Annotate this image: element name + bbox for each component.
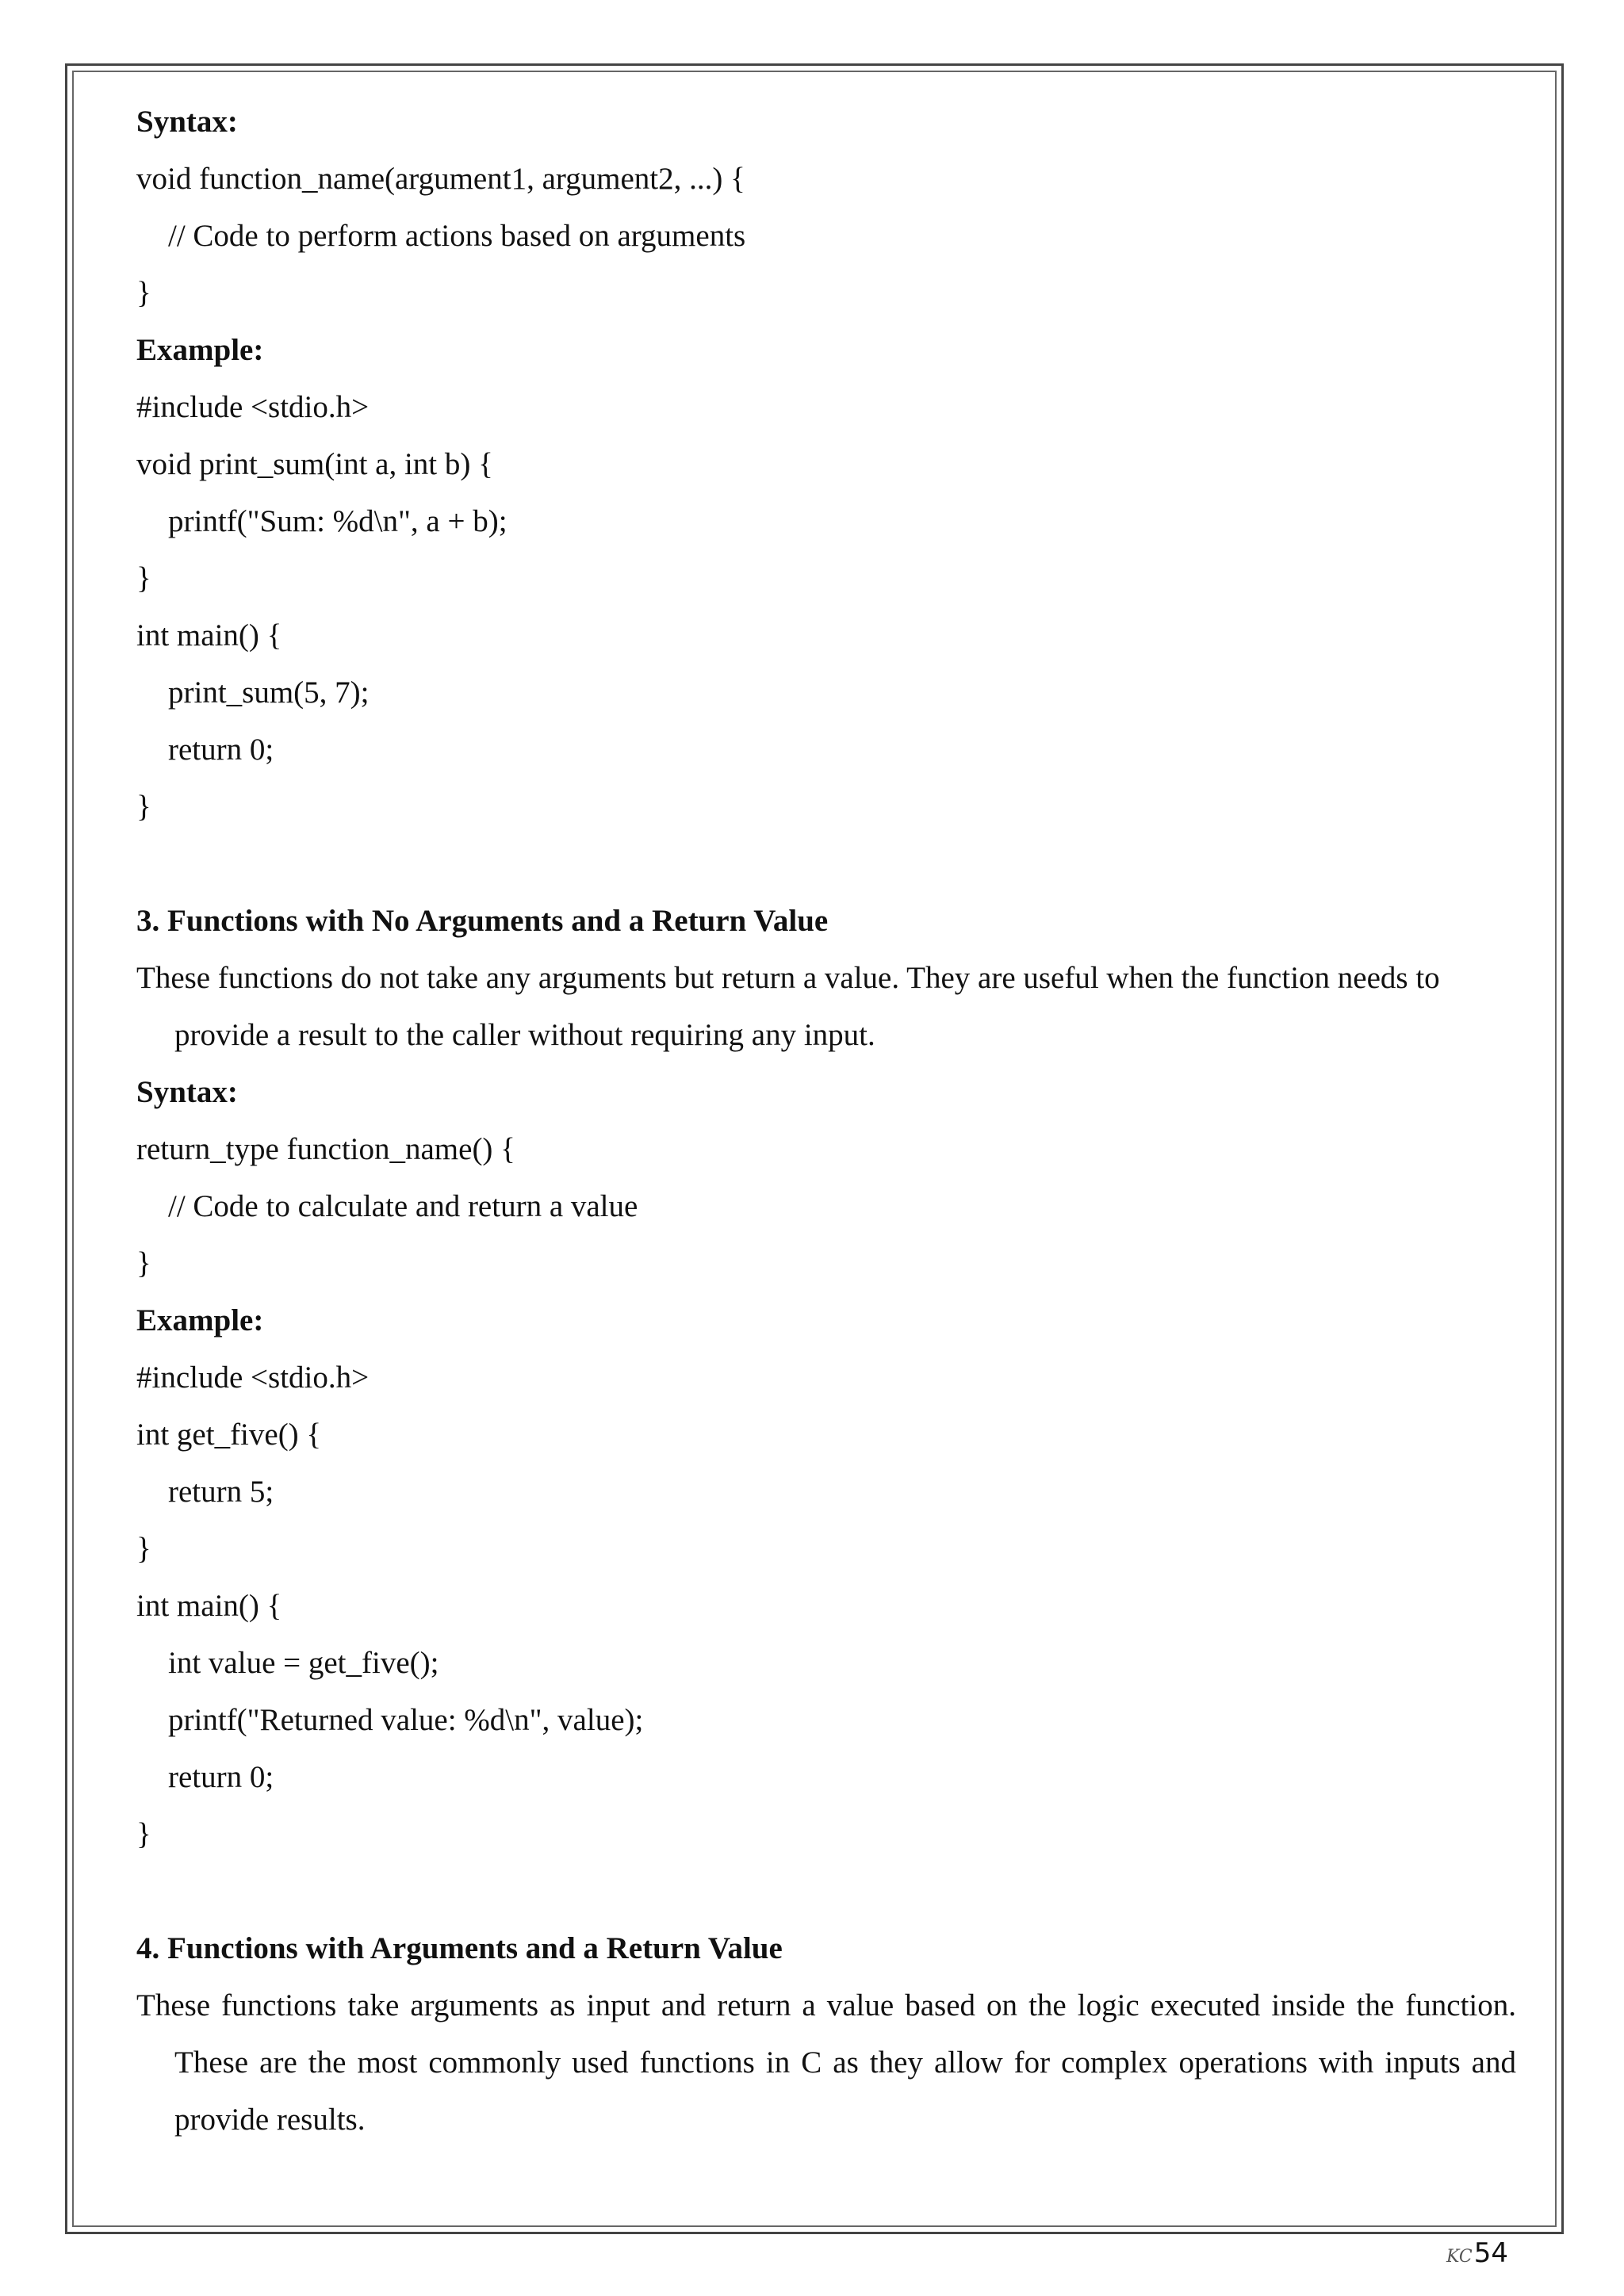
example-code-block xyxy=(136,379,1516,836)
section-4-heading: 4. Functions with Arguments and a Return Value xyxy=(136,1931,783,1965)
code-line: return 5; xyxy=(168,1475,274,1509)
syntax-code-block xyxy=(136,151,1516,322)
page-content xyxy=(136,94,1516,2149)
code-line: #include <stdio.h> xyxy=(136,1360,370,1395)
code-line: return 0; xyxy=(168,1760,274,1794)
code-line: printf("Sum: %d\n", a + b); xyxy=(168,504,508,538)
code-line: } xyxy=(136,276,151,310)
syntax-code-block xyxy=(136,1121,1516,1292)
code-line: int get_five() { xyxy=(136,1418,322,1452)
code-line: // Code to calculate and return a value xyxy=(168,1189,638,1223)
code-line: printf("Returned value: %d\n", value); xyxy=(168,1703,644,1737)
code-line: #include <stdio.h> xyxy=(136,390,370,424)
example-heading: Example: xyxy=(136,1303,264,1337)
spacer xyxy=(136,1863,1516,1920)
syntax-heading: Syntax: xyxy=(136,1075,238,1109)
code-line: return 0; xyxy=(168,733,274,767)
code-line: return_type function_name() { xyxy=(136,1132,515,1166)
syntax-heading: Syntax: xyxy=(136,105,238,139)
code-line: } xyxy=(136,790,151,824)
example-heading: Example: xyxy=(136,333,264,367)
code-line: int main() { xyxy=(136,1589,282,1623)
code-line: } xyxy=(136,1532,151,1566)
section-3-description: These functions do not take any arguments but return a value. They are useful when the function needs to provide a result to the caller without requiring any input. xyxy=(136,961,1440,1052)
code-line: } xyxy=(136,1246,151,1280)
author-mark: KC xyxy=(1446,2247,1473,2267)
code-line: int value = get_five(); xyxy=(168,1646,439,1680)
spacer xyxy=(136,836,1516,893)
section-4-description: These functions take arguments as input and return a value based on the logic executed inside the function. These are the most commonly used functions in C as they allow for complex operations with inputs and provide results. xyxy=(136,1988,1516,2137)
code-line: int main() { xyxy=(136,618,282,652)
code-line: } xyxy=(136,561,151,595)
code-line: void print_sum(int a, int b) { xyxy=(136,447,493,481)
code-line: void function_name(argument1, argument2, ...) { xyxy=(136,162,745,196)
section-3-heading: 3. Functions with No Arguments and a Return Value xyxy=(136,904,829,938)
example-code-block xyxy=(136,1349,1516,1863)
code-line: // Code to perform actions based on arguments xyxy=(168,219,746,253)
page-number: 54 xyxy=(1473,2237,1508,2269)
code-line: print_sum(5, 7); xyxy=(168,675,370,710)
code-line: } xyxy=(136,1817,151,1851)
page-footer xyxy=(1446,2237,1508,2269)
